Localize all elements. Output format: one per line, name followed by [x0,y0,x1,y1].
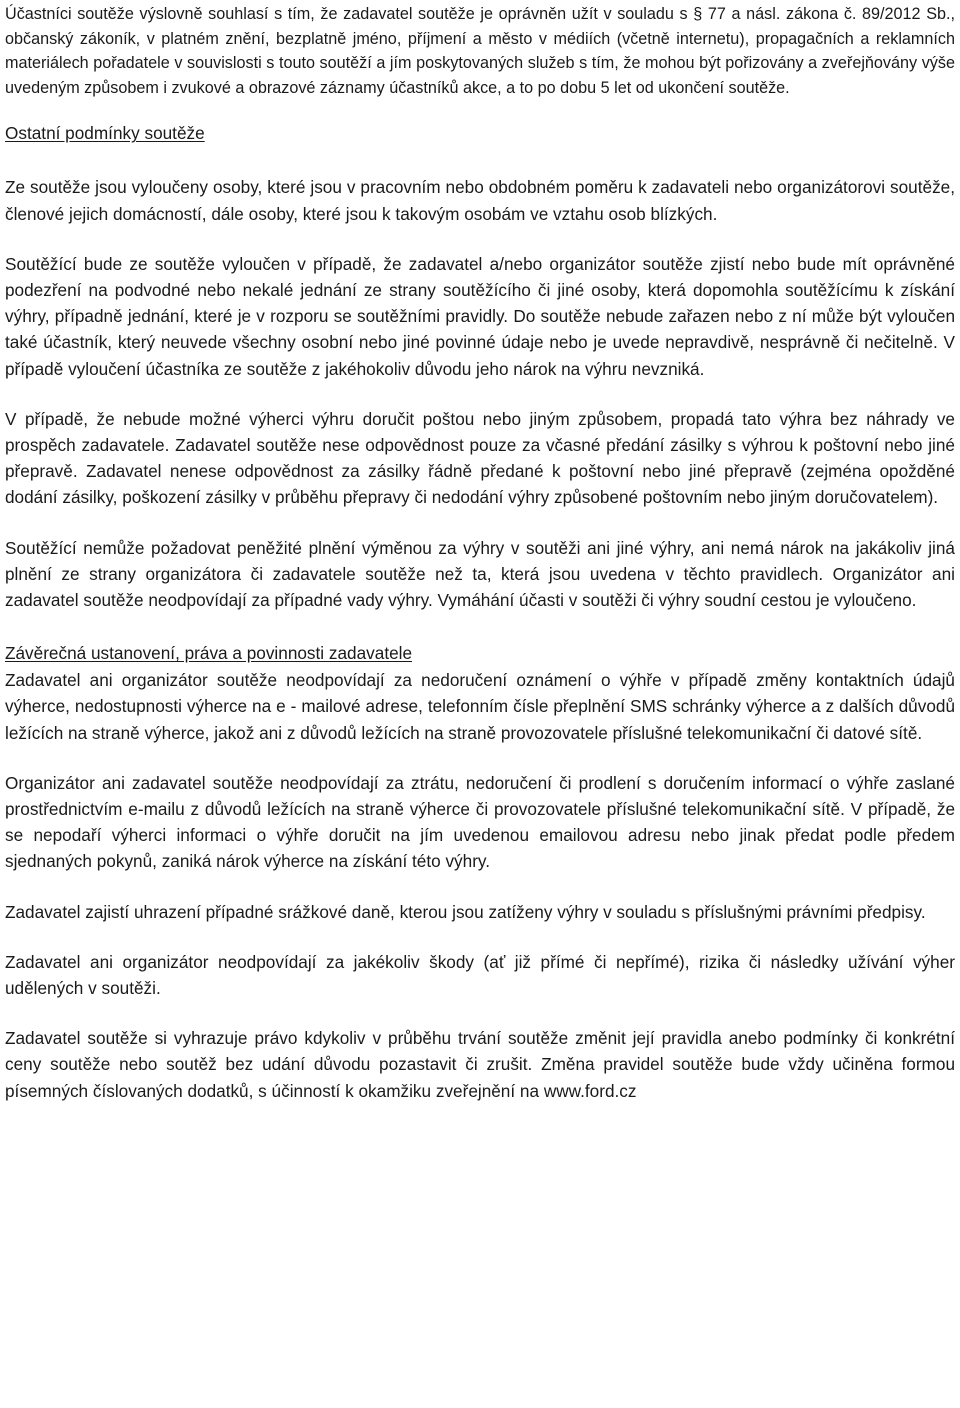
website-link[interactable]: www.ford.cz [543,1080,637,1101]
section-heading-final-provisions: Závěrečná ustanovení, práva a povinnosti zadavatele [5,643,413,664]
paragraph-disqualification: Soutěžící bude ze soutěže vyloučen v případě, že zadavatel a/nebo organizátor soutěže zjistí nebo bude mít oprávněné podezření na podvodné nebo nekalé jednání ze strany soutěžícího či jiné osoby, která dopomohla soutěžícímu k získání výhry, případně jednání, které je v rozporu se soutěžními pravidly. Do soutěže nebude zařazen nebo z ní může být vyloučen také účastník, který neuvede všechny osobní nebo jiné povinné údaje nebo je uvede nepravdivě, nesprávně či nečitelně. V případě vyloučení účastníka ze soutěže z jakéhokoliv důvodu jeho nárok na výhru nevzniká. [5,253,955,379]
intro-paragraph: Účastníci soutěže výslovně souhlasí s tím, že zadavatel soutěže je oprávněn užít v souladu s § 77 a násl. zákona č. 89/2012 Sb., občanský zákoník, v platném znění, bezplatně jméno, příjmení a město v médiích (včetně internetu), propagačních a reklamních materiálech pořadatele v souvislosti s touto soutěží a jím poskytovaných služeb s tím, že mohou být pořizovány a zveřejňovány výše uvedeným způsobem i zvukové a obrazové záznamy účastníků akce, a to po dobu 5 let od ukončení soutěže. [5,5,955,97]
paragraph-notification-liability: Zadavatel ani organizátor soutěže neodpovídají za nedoručení oznámení o výhře v případě změny kontaktních údajů výherce, nedostupnosti výherce na e - mailové adrese, telefonním čísle přeplnění SMS schránky výherce a z dalších důvodů ležících na straně výherce, jakož ani z důvodů ležících na straně provozovatele příslušné telekomunikační či datové sítě. [5,670,955,743]
paragraph-damages: Zadavatel ani organizátor neodpovídají za jakékoliv škody (ať již přímé či nepřímé), rizika či následky užívání výher udělených v soutěži. [5,951,955,999]
paragraph-delivery: V případě, že nebude možné výherci výhru doručit poštou nebo jiným způsobem, propadá tato výhra bez náhrady ve prospěch zadavatele. Zadavatel soutěže nese odpovědnost pouze za včasné předání zásilky s výhrou k poštovní nebo jiné přepravě. Zadavatel nenese odpovědnost za zásilky řádně předané k poštovní nebo jiné přepravě (zejména opožděné dodání zásilky, poškození zásilky v průběhu přepravy či nedodání výhry způsobené poštovním nebo jiným doručovatelem). [5,408,955,508]
rule-changes-text: Zadavatel soutěže si vyhrazuje právo kdykoliv v průběhu trvání soutěže změnit její pravidla anebo podmínky či konkrétní ceny soutěže nebo soutěž bez udání důvodu pozastavit či zrušit. Změna pravidel soutěže bude vždy učiněna formou písemných číslovaných dodatků, s účinností k okamžiku zveřejnění na [5,1028,955,1101]
paragraph-email-loss: Organizátor ani zadavatel soutěže neodpovídají za ztrátu, nedoručení či prodlení s doručením informací o výhře zaslané prostřednictvím e-mailu z důvodů ležících na straně výherce či provozovatele příslušné telekomunikační sítě. V případě, že se nepodaří výherci informaci o výhře doručit na jím uvedenou emailovou adresu nebo jinak předat podle předem sjednaných pokynů, zaniká nárok výherce na získání této výhry. [5,772,955,872]
paragraph-no-cash-claim: Soutěžící nemůže požadovat peněžité plnění výměnou za výhry v soutěži ani jiné výhry, ani nemá nárok na jakákoliv jiná plnění ze strany organizátora či zadavatele soutěže než ta, která jsou uvedena v těchto pravidlech. Organizátor ani zadavatel soutěže neodpovídají za případné vady výhry. Vymáhání účasti v soutěži či výhry soudní cestou je vyloučeno. [5,537,955,611]
paragraph-withholding-tax: Zadavatel zajistí uhrazení případné srážkové daně, kterou jsou zatíženy výhry v souladu s příslušnými právními předpisy. [5,901,926,922]
document-page [5,0,955,1104]
paragraph-rule-changes [5,1025,955,1104]
section-heading-other-conditions: Ostatní podmínky soutěže [5,123,205,144]
paragraph-excluded-persons: Ze soutěže jsou vyloučeny osoby, které jsou v pracovním nebo obdobném poměru k zadavateli nebo organizátorovi soutěže, členové jejich domácností, dále osoby, které jsou k takovým osobám ve vztahu osob blízkých. [5,177,955,224]
